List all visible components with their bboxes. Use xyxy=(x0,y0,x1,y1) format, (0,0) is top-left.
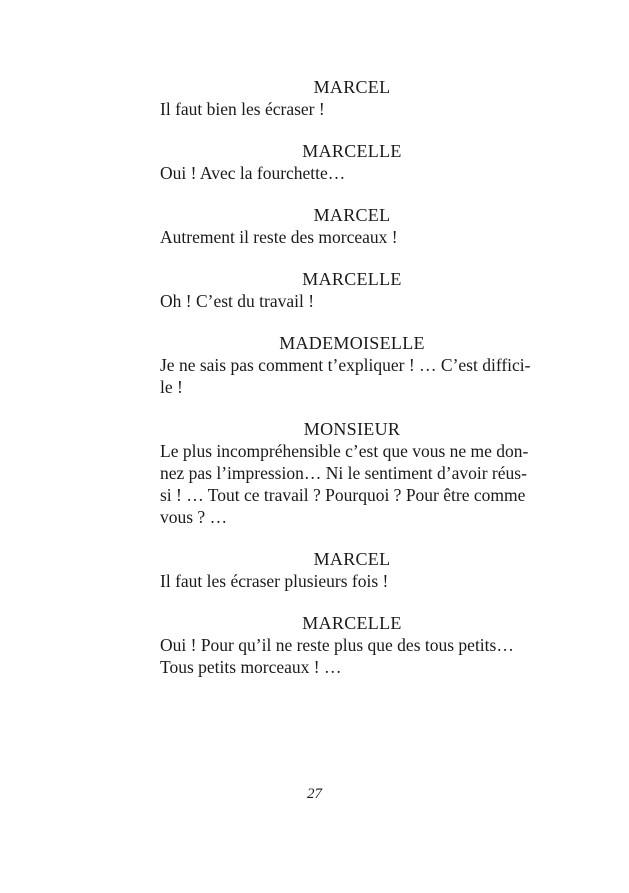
dialogue-line: Il faut les écraser plusieurs fois ! xyxy=(160,571,389,591)
dialogue-line: Je ne sais pas comment t’expliquer ! … C’est diffici- xyxy=(160,355,531,375)
dialogue-block xyxy=(160,76,544,698)
dialogue-line: Oh ! C’est du travail ! xyxy=(160,291,315,311)
dialogue-line: nez pas l’impression… Ni le sentiment d’avoir réus- xyxy=(160,463,527,483)
dialogue-entry xyxy=(160,418,544,528)
dialogue-line: Oui ! Avec la fourchette… xyxy=(160,163,346,183)
dialogue-entry xyxy=(160,332,544,398)
dialogue-entry xyxy=(160,548,544,592)
speaker-name: MARCEL xyxy=(313,549,391,569)
speaker-name: MONSIEUR xyxy=(303,419,401,439)
dialogue-line: Autrement il reste des morceaux ! xyxy=(160,227,398,247)
dialogue-line: le ! xyxy=(160,377,183,397)
speaker-name: MARCELLE xyxy=(302,141,402,161)
dialogue-entry xyxy=(160,612,544,678)
dialogue-entry xyxy=(160,76,544,120)
dialogue-line: Oui ! Pour qu’il ne reste plus que des tous petits… xyxy=(160,635,514,655)
speaker-name: MARCEL xyxy=(313,205,391,225)
dialogue-entry xyxy=(160,268,544,312)
dialogue-line: Le plus incompréhensible c’est que vous ne me don- xyxy=(160,441,529,461)
dialogue-entry xyxy=(160,140,544,184)
dialogue-line: Il faut bien les écraser ! xyxy=(160,99,325,119)
page-number: 27 xyxy=(307,786,322,802)
dialogue-line: si ! … Tout ce travail ? Pourquoi ? Pour être comme xyxy=(160,485,526,505)
speaker-name: MADEMOISELLE xyxy=(279,333,425,353)
speaker-name: MARCELLE xyxy=(302,269,402,289)
dialogue-line: vous ? … xyxy=(160,507,228,527)
dialogue-line: Tous petits morceaux ! … xyxy=(160,657,342,677)
speaker-name: MARCELLE xyxy=(302,613,402,633)
dialogue-entry xyxy=(160,204,544,248)
speaker-name: MARCEL xyxy=(313,77,391,97)
